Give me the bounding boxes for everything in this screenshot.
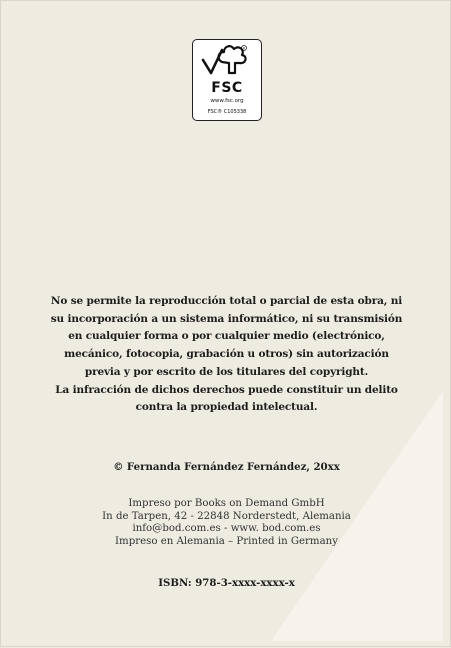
tree-check-icon [193,40,263,80]
svg-text:R: R [242,46,246,51]
printer-imprint [1,498,451,548]
legal-line: en cualquier forma o por cualquier medio (electrónico, [68,330,385,343]
legal-notice [41,293,412,417]
fsc-url: www.fsc.org [210,98,244,104]
legal-line: La infracción de dichos derechos puede constituir un delito [55,383,398,396]
fsc-name: FSC [211,80,243,96]
legal-line: contra la propiedad intelectual. [135,401,318,414]
legal-line: No se permite la reproducción total o parcial de esta obra, ni [50,295,403,307]
fsc-logo [192,39,262,121]
legal-line: previa y por escrito de los titulares del copyright. [84,365,369,378]
copyright-line: © Fernanda Fernández Fernández, 20xx [113,461,340,473]
imprint-line: Impreso en Alemania – Printed in Germany [115,535,338,547]
fsc-license-code: FSC® C105338 [207,109,247,115]
imprint-line: In de Tarpen, 42 - 22848 Norderstedt, Alemania [102,510,351,522]
isbn-number: ISBN: 978-3-xxxx-xxxx-x [158,577,295,589]
legal-line: su incorporación a un sistema informático, ni su transmisión [50,312,403,325]
legal-line: mecánico, fotocopia, grabación u otros) sin autorización [64,348,389,361]
imprint-line: Impreso por Books on Demand GmbH [128,498,325,509]
imprint-line: info@bod.com.es - www. bod.com.es [132,523,321,534]
